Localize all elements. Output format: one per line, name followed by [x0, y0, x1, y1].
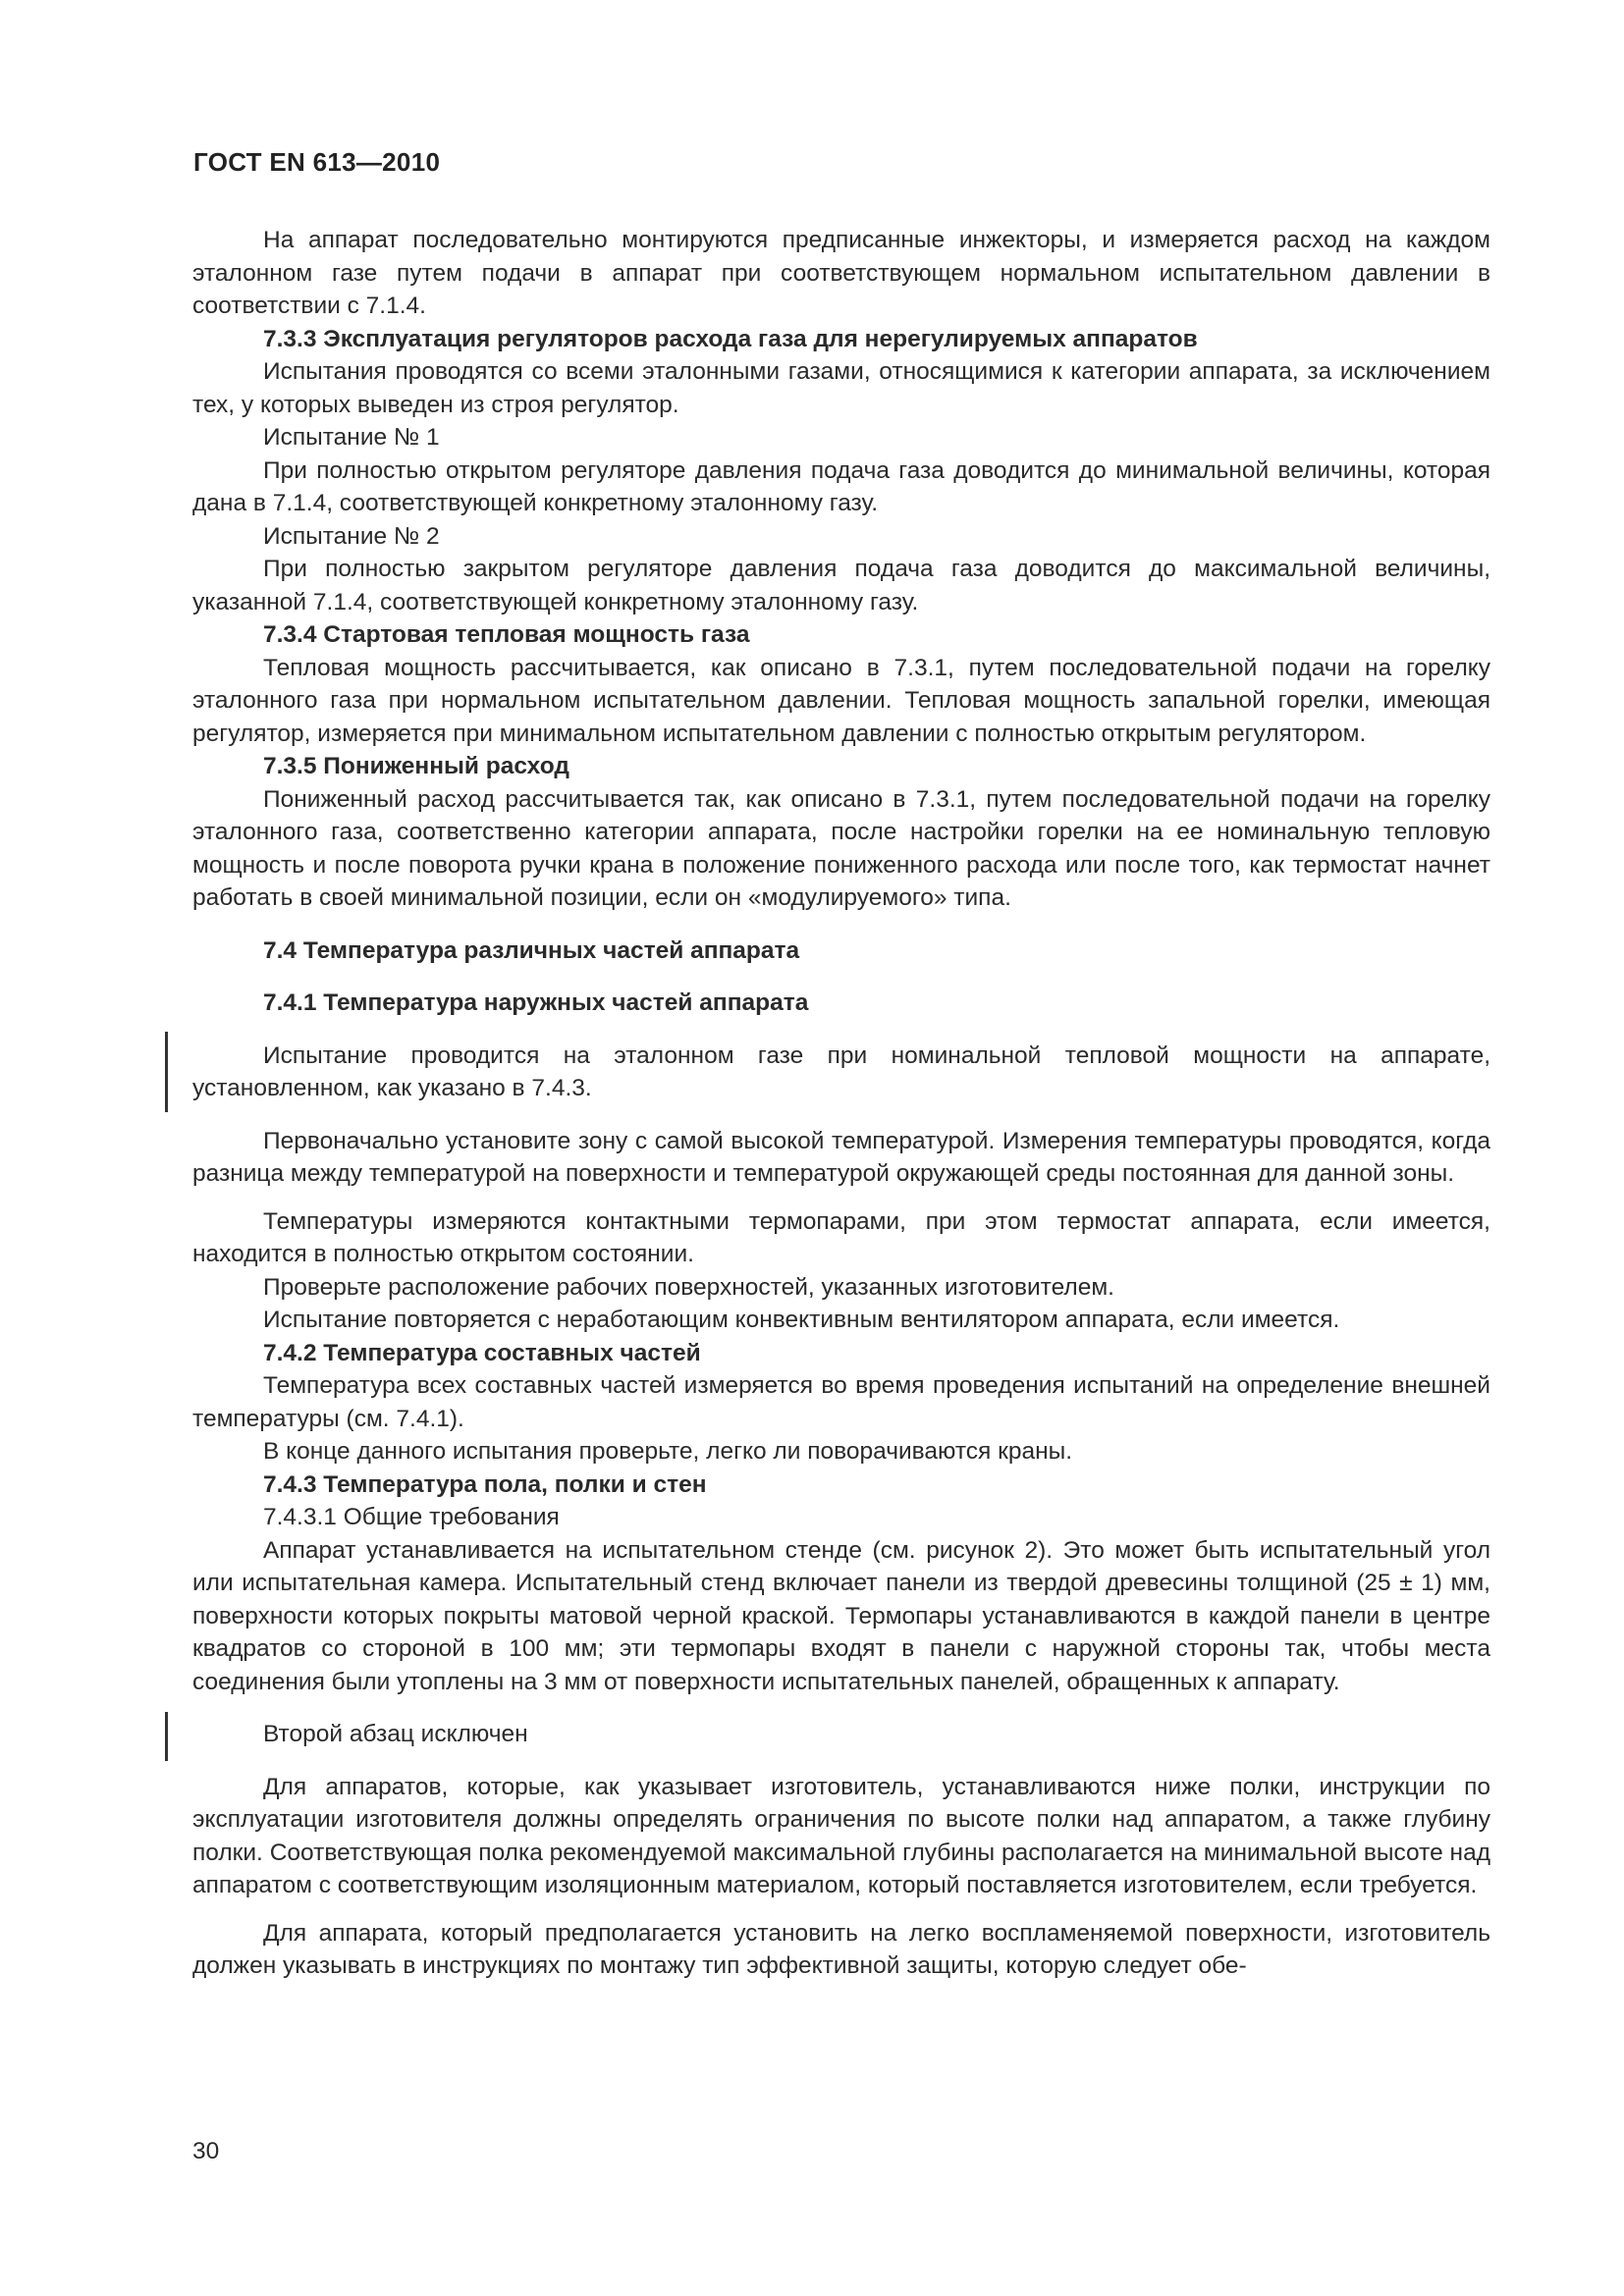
document-body	[192, 224, 1490, 1983]
test-label-2: Испытание № 2	[263, 522, 440, 550]
paragraph: При полностью открытом регуляторе давления подача газа доводится до минимальной величины, которая дана в 7.1.4, соответствующей конкретному эталонному газу.	[192, 456, 1490, 516]
paragraph: Испытания проводятся со всеми эталонными газами, относящимися к категории аппарата, за исключением тех, у которых выведен из строя регулятор.	[192, 358, 1490, 418]
paragraph: Температуры измеряются контактными термопарами, при этом термостат аппарата, если имеется, находится в полностью открытом состоянии.	[192, 1207, 1490, 1267]
change-bar	[165, 1032, 168, 1112]
section-heading-7-4-3: 7.4.3 Температура пола, полки и стен	[263, 1470, 707, 1498]
section-heading-7-4-2: 7.4.2 Температура составных частей	[263, 1339, 701, 1366]
paragraph: На аппарат последовательно монтируются предписанные инжекторы, и измеряется расход на каждом эталонном газе путем подачи в аппарат при соответствующем нормальном испытательном давлении в соответствии с 7.1.4.	[192, 227, 1490, 319]
paragraph: Тепловая мощность рассчитывается, как описано в 7.3.1, путем последовательной подачи на горелку эталонного газа при нормальном испытательном давлении. Тепловая мощность запальной горелки, имеющая регулятор, измеряется при минимальном испытательном давлении с полностью открытым регулятором.	[192, 654, 1490, 747]
section-heading-7-3-4: 7.3.4 Стартовая тепловая мощность газа	[263, 621, 750, 648]
test-label-1: Испытание № 1	[263, 424, 440, 451]
section-heading-7-4-1: 7.4.1 Температура наружных частей аппарата	[263, 989, 809, 1016]
paragraph: При полностью закрытом регуляторе давления подача газа доводится до максимальной величины, указанной 7.1.4, соответствующей конкретному эталонному газу.	[192, 556, 1490, 615]
page-number: 30	[192, 2138, 220, 2164]
paragraph: Первоначально установите зону с самой высокой температурой. Измерения температуры проводятся, когда разница между температурой на поверхности и температурой окружающей среды постоянная для данной зоны.	[192, 1127, 1490, 1187]
paragraph: Аппарат устанавливается на испытательном стенде (см. рисунок 2). Это может быть испытательный угол или испытательная камера. Испытательный стенд включает панели из твердой древесины толщиной (25 ± 1) мм, поверхности которых покрыты матовой черной краской. Термопары устанавливаются в каждой панели в центре квадратов со стороной в 100 мм; эти термопары входят в панели с наружной стороны так, чтобы места соединения были утоплены на 3 мм от поверхности испытательных панелей, обращенных к аппарату.	[192, 1536, 1490, 1695]
paragraph: Для аппаратов, которые, как указывает изготовитель, устанавливаются ниже полки, инструкции по эксплуатации изготовителя должны определять ограничения по высоте полки над аппаратом, а также глубину полки. Соответствующая полка рекомендуемой максимальной глубины располагается на минимальной высоте над аппаратом с соответствующим изоляционным материалом, который поставляется изготовителем, если требуется.	[192, 1773, 1490, 1898]
paragraph: Проверьте расположение рабочих поверхностей, указанных изготовителем.	[263, 1273, 1114, 1301]
paragraph: Температура всех составных частей измеряется во время проведения испытаний на определение внешней температуры (см. 7.4.1).	[192, 1372, 1490, 1432]
changed-paragraph-block	[192, 1040, 1490, 1105]
paragraph: Пониженный расход рассчитывается так, как описано в 7.3.1, путем последовательной подачи на горелку эталонного газа, соответственно категории аппарата, после настройки горелки на ее номинальную тепловую мощность и после поворота ручки крана в положение пониженного расхода или после того, как термостат начнет работать в своей минимальной позиции, если он «модулируемого» типа.	[192, 785, 1490, 911]
paragraph: Испытание повторяется с неработающим конвективным вентилятором аппарата, если имеется.	[263, 1307, 1340, 1333]
section-heading-7-3-3: 7.3.3 Эксплуатация регуляторов расхода газа для нерегулируемых аппаратов	[263, 325, 1198, 352]
change-bar	[165, 1712, 168, 1761]
paragraph: Для аппарата, который предполагается установить на легко воспламеняемой поверхности, изготовитель должен указывать в инструкциях по монтажу тип эффективной защиты, которую следует обе-	[192, 1919, 1490, 1979]
subsection-title-7-4-3-1: 7.4.3.1 Общие требования	[263, 1504, 560, 1530]
document-header-title: ГОСТ EN 613—2010	[193, 147, 441, 177]
paragraph: Испытание проводится на эталонном газе при номинальной тепловой мощности на аппарате, установленном, как указано в 7.4.3.	[192, 1041, 1490, 1101]
section-heading-7-4: 7.4 Температура различных частей аппарата	[263, 936, 800, 964]
paragraph: В конце данного испытания проверьте, легко ли поворачиваются краны.	[263, 1438, 1073, 1465]
changed-paragraph-block	[192, 1718, 1490, 1751]
paragraph: Второй абзац исключен	[263, 1721, 528, 1747]
section-heading-7-3-5: 7.3.5 Пониженный расход	[263, 753, 569, 779]
